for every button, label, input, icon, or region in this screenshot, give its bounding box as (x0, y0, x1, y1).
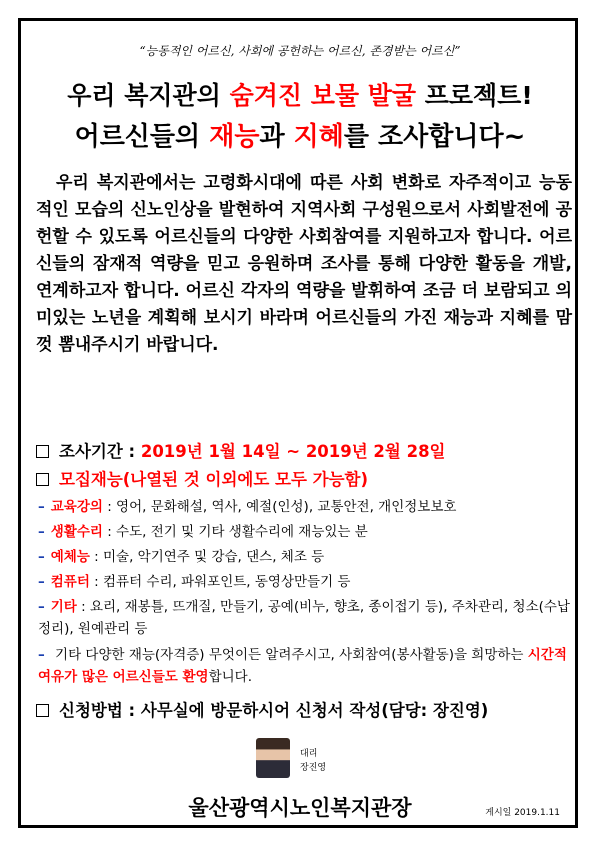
title-wisdom: 지혜 (293, 122, 344, 152)
title-line-2-pre: 어르신들의 (74, 122, 210, 152)
survey-period-label: 조사기간 : (59, 442, 141, 461)
intro-paragraph (36, 170, 572, 359)
title-talent: 재능 (209, 122, 260, 152)
dash-icon: – (38, 574, 45, 590)
checkbox-icon (36, 704, 49, 717)
talent-category: 기타 (50, 599, 77, 615)
survey-period (36, 438, 576, 462)
talent-item-computer (38, 571, 578, 593)
application-method-label: 신청방법 : 사무실에 방문하시어 신청서 작성(담당: 장진영) (59, 701, 489, 720)
talent-item-arts (38, 546, 578, 568)
title-line-2-post: 를 조사합니다~ (343, 122, 526, 152)
talent-item-repair (38, 521, 578, 543)
title-line-2-mid: 과 (259, 122, 294, 152)
staff-position: 대리 (300, 749, 318, 759)
welcome-note (38, 644, 578, 688)
checkbox-icon (36, 473, 49, 486)
dash-icon: – (38, 647, 45, 663)
talent-category: 교육강의 (50, 499, 103, 515)
talent-item-other (38, 596, 578, 640)
title-line-1-pre: 우리 복지관의 (67, 81, 230, 110)
welcome-note-pre: 기타 다양한 재능(자격증) 무엇이든 알려주시고, 사회참여(봉사활동)을 희망하는 (50, 647, 528, 663)
application-method (36, 697, 576, 721)
talent-detail: : 수도, 전기 및 기타 생활수리에 재능있는 분 (102, 524, 368, 540)
title-line-2 (0, 116, 600, 153)
talent-category: 생활수리 (50, 524, 103, 540)
title-line-1-post: 프로젝트! (416, 81, 533, 110)
talent-item-education (38, 496, 578, 518)
motto: “능동적인 어르신, 사회에 공헌하는 어르신, 존경받는 어르신” (139, 44, 461, 58)
dash-icon: – (38, 524, 45, 540)
dash-icon: – (38, 599, 45, 615)
organization-name: 울산광역시노인복지관장 (188, 796, 412, 820)
staff-photo (256, 738, 290, 778)
posted-date: 게시일 2019.1.11 (485, 808, 560, 818)
recruit-talents-label: 모집재능(나열된 것 이외에도 모두 가능함) (59, 470, 369, 489)
recruit-talents (36, 466, 576, 490)
talent-category: 컴퓨터 (50, 574, 90, 590)
welcome-note-post: 합니다. (208, 669, 253, 685)
survey-period-value: 2019년 1월 14일 ~ 2019년 2월 28일 (140, 442, 446, 461)
title-line-1 (0, 76, 600, 112)
talent-detail: : 미술, 악기연주 및 강습, 댄스, 체조 등 (89, 549, 325, 565)
talent-detail: : 컴퓨터 수리, 파워포인트, 동영상만들기 등 (89, 574, 351, 590)
staff-name: 장진영 (300, 763, 327, 773)
dash-icon: – (38, 499, 45, 515)
checkbox-icon (36, 445, 49, 458)
title-highlight: 숨겨진 보물 발굴 (229, 81, 417, 110)
welcome-note-highlight: 시간적 여유가 많은 어르신들도 환영 (38, 647, 567, 685)
talent-detail: : 요리, 재봉틀, 뜨개질, 만들기, 공예(비누, 향초, 종이접기 등), 주차관리, 청소(수납정리), 원예관리 등 (38, 599, 570, 637)
dash-icon: – (38, 549, 45, 565)
talent-category: 예체능 (50, 549, 90, 565)
intro-text: 우리 복지관에서는 고령화시대에 따른 사회 변화로 자주적이고 능동적인 모습의 신노인상을 발현하여 지역사회 구성원으로서 사회발전에 공헌할 수 있도록 어르신들의 다양한 사회참여를 지원하고자 합니다. 어르신들의 잠재적 역량을 믿고 응원하며 조사를 통해 다양한 활동을 개발, 연계하고자 합니다. 어르신 각자의 역량을 발휘하여 조금 더 보람되고 의미있는 노년을 계획해 보시기 바라며 어르신들의 가진 재능과 지혜를 맘껏 뽐내주시기 바랍니다. (36, 173, 572, 355)
talent-detail: : 영어, 문화해설, 역사, 예절(인성), 교통안전, 개인정보보호 (102, 499, 457, 515)
